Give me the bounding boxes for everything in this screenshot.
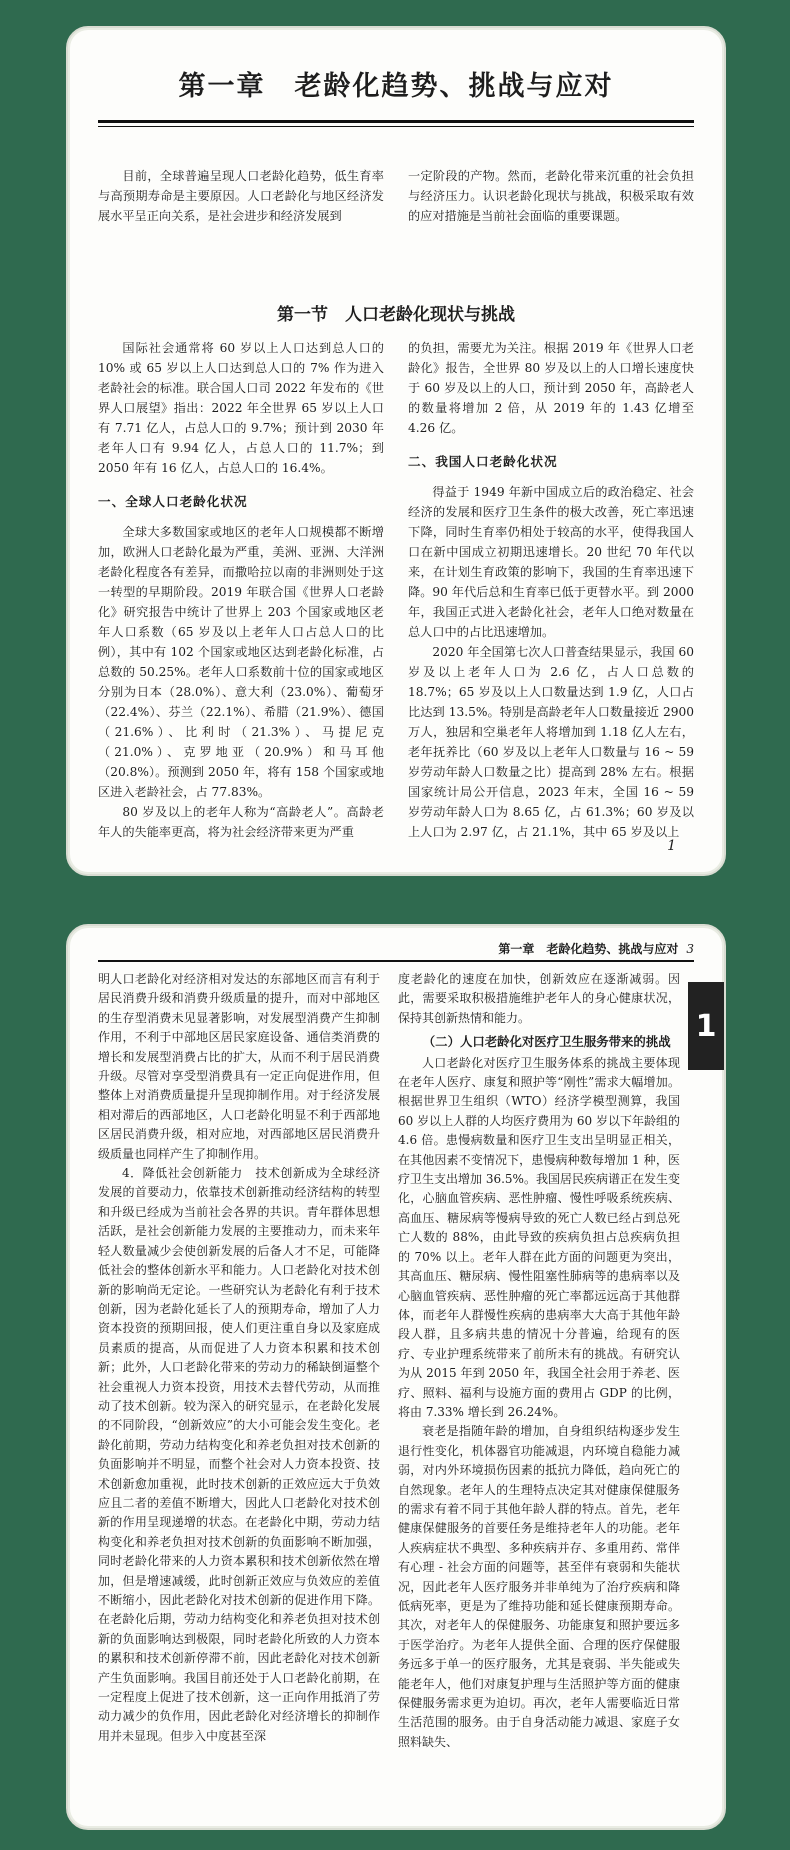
subheading: 二、我国人口老龄化状况	[408, 454, 558, 469]
right-column	[408, 338, 694, 842]
paragraph: 国际社会通常将 60 岁以上人口达到总人口的 10% 或 65 岁以上人口达到总人口的 7% 作为进入老龄社会的标准。联合国人口司 2022 年发布的《世界人口展望》指出：2022 年全世界 65 岁以上人口有 7.71 亿人，占总人口的 9.7%；预计到 2030 年老年人口有 9.94 亿人，占总人口的 11.7%；到 2050 年有 16 亿人，占总人口的 16.4%。	[98, 341, 384, 475]
chapter-rule	[98, 120, 694, 123]
intro-paragraph-right: 一定阶段的产物。然而，老龄化带来沉重的社会负担与经济压力。认识老龄化现状与挑战，积极采取有效的应对措施是当前社会面临的重要课题。	[408, 169, 694, 223]
chapter-rule-thin	[98, 126, 694, 127]
left-column	[98, 338, 384, 842]
right-column	[398, 970, 680, 1752]
running-head	[98, 940, 694, 958]
paragraph: 明人口老龄化对经济相对发达的东部地区而言有利于居民消费升级和消费升级质量的提升，而对中部地区的生存型消费未见显著影响，对发展型消费产生抑制作用，不利于中部地区居民家庭设备、通信类消费的增长和发展型消费占比的扩大，从而不利于居民消费升级。尽管对享受型消费具有一定正向促进作用，但整体上对消费质量提升呈现抑制作用。对于经济发展相对滞后的西部地区，人口老龄化明显不利于西部地区居民消费升级，相对应地，对西部地区居民消费升级质量也同样产生了抑制作用。	[98, 972, 380, 1161]
chapter-title: 第一章 老龄化趋势、挑战与应对	[178, 71, 614, 102]
running-head-title: 第一章 老龄化趋势、挑战与应对	[498, 942, 679, 956]
page-number: 1	[667, 838, 676, 854]
paragraph: 衰老是指随年龄的增加，自身组织结构逐步发生退行性变化，机体器官功能减退，内环境自稳能力减弱，对内外环境损伤因素的抵抗力降低，趋向死亡的自然现象。老年人的生理特点决定其对健康保健服务的需求有着不同于其他年龄人群的特点。首先，老年健康保健服务的首要任务是维持老年人的功能。老年人疾病症状不典型、多种疾病并存、多重用药、常伴有心理 - 社会方面的问题等，甚至伴有衰弱和失能状况，因此老年人医疗服务并非单纯为了治疗疾病和降低病死率，更是为了维持功能和延长健康预期寿命。其次，对老年人的保健服务、功能康复和照护要远多于医学治疗。为老年人提供全面、合理的医疗保健服务远多于单一的医疗服务，尤其是衰弱、半失能或失能老年人，他们对康复护理与生活照护等方面的健康保健服务需求更为迫切。再次，老年人需要临近日常生活范围的服务。由于自身活动能力减退、家庭子女照料缺失、	[398, 1424, 680, 1749]
chapter-thumb-tab: 1	[688, 982, 724, 1070]
paragraph: 度老龄化的速度在加快，创新效应在逐渐减弱。因此，需要采取积极措施维护老年人的身心健康状况，保持其创新热情和能力。	[398, 972, 680, 1025]
left-column	[98, 970, 380, 1752]
paragraph: 2020 年全国第七次人口普查结果显示，我国 60 岁及以上老年人口为 2.6 亿，占人口总数的 18.7%；65 岁及以上人口数量达到 1.9 亿，人口占比达到 13.5%。特别是高龄老年人口数量接近 2900 万人，独居和空巢老年人将增加到 1.18 亿人左右，老年抚养比（60 岁及以上老年人口数量与 16 ~ 59 岁劳动年龄人口数量之比）提高到 28% 左右。根据国家统计局公开信息，2023 年末，全国 16 ~ 59 岁劳动年龄人口为 8.65 亿，占 61.3%；60 岁及以上人口为 2.97 亿，占 21.1%，其中 65 岁及以上	[408, 645, 694, 839]
paragraph: 80 岁及以上的老年人称为“高龄老人”。高龄老年人的失能率更高，将为社会经济带来更为严重	[98, 805, 384, 839]
page-card-2	[66, 924, 726, 1830]
paragraph: 人口老龄化对医疗卫生服务体系的挑战主要体现在老年人医疗、康复和照护等“刚性”需求大幅增加。根据世界卫生组织（WTO）经济学模型测算，我国 60 岁以上人群的人均医疗费用为 60 岁以下年龄组的 4.6 倍。患慢病数量和医疗卫生支出呈明显正相关，在其他因素不变情况下，患慢病种数每增加 1 种，医疗卫生支出增加 36.5%。我国居民疾病谱正在发生变化，心脑血管疾病、恶性肿瘤、慢性呼吸系统疾病、高血压、糖尿病等慢病导致的死亡人数已经占到总死亡人数的 88%，由此导致的疾病负担占总疾病负担的 70% 以上。老年人群在此方面的问题更为突出，其高血压、糖尿病、慢性阻塞性肺病等的患病率以及心脑血管疾病、恶性肿瘤的死亡率都远远高于其他群体，而老年人群慢性疾病的患病率大大高于其他年龄段人群，且多病共患的情况十分普遍，给现有的医疗、专业护理系统带来了前所未有的挑战。有研究认为从 2015 年到 2050 年，我国全社会用于养老、医疗、照料、福利与设施方面的费用占 GDP 的比例，将由 7.33% 增长到 26.24%。	[398, 1055, 680, 1419]
subheading: 一、全球人口老龄化状况	[98, 494, 248, 509]
section-title: 第一节 人口老龄化现状与挑战	[277, 305, 515, 325]
paragraph: 的负担，需要尤为关注。根据 2019 年《世界人口老龄化》报告，全世界 80 岁及以上的人口增长速度快于 60 岁及以上的人口，预计到 2050 年，高龄老人的数量将增加 2 倍，从 2019 年的 1.43 亿增至 4.26 亿。	[408, 341, 694, 435]
page-number: 3	[686, 942, 694, 956]
subheading: （二）人口老龄化对医疗卫生服务带来的挑战	[422, 1034, 671, 1050]
body-columns	[98, 970, 680, 1752]
intro-paragraph-left: 目前，全球普遍呈现人口老龄化趋势，低生育率与高预期寿命是主要原因。人口老龄化与地区经济发展水平呈正向关系，是社会进步和经济发展到	[98, 169, 384, 223]
paragraph: 4．降低社会创新能力 技术创新成为全球经济发展的首要动力，依靠技术创新推动经济结构的转型和升级已经成为当前社会各界的共识。青年群体思想活跃，是社会创新能力发展的主要推动力，而未来年轻人数量减少会使创新发展的后备人才不足，可能降低社会的整体创新水平和能力。人口老龄化对技术创新的影响尚无定论。一些研究认为老龄化有利于技术创新，因为老龄化延长了人的预期寿命，增加了人力资本投资的预期回报，使人们更注重自身以及家庭成员素质的提高，从而促进了人力资本积累和技术创新；此外，人口老龄化带来的劳动力的稀缺倒逼整个社会重视人力资本投资，用技术去替代劳动，从而推动了技术创新。较为深入的研究显示，在老龄化发展的不同阶段，“创新效应”的大小可能会发生变化。老龄化前期，劳动力结构变化和养老负担对技术创新的负面影响并不明显，而整个社会对人力资本投资、技术创新愈加重视，此时技术创新的正效应远大于负效应且二者的差值不断增大，因此人口老龄化对技术创新的作用呈现递增的状态。在老龄化中期，劳动力结构变化和养老负担对技术创新的负面影响不断加强，同时老龄化带来的人力资本累积和技术创新依然在增加，但是增速减缓，此时创新正效应与负效应的差值不断缩小，因此老龄化对技术创新的促进作用下降。在老龄化后期，劳动力结构变化和养老负担对技术创新的负面影响达到极限，同时老龄化所致的人力资本的累积和技术创新停滞不前，因此老龄化对技术创新产生负面影响。我国目前还处于人口老龄化前期，在一定程度上促进了技术创新，这一正向作用抵消了劳动力减少的负作用，因此老龄化对经济增长的抑制作用并未显现。但步入中度甚至深	[98, 1166, 380, 1743]
body-columns	[98, 338, 694, 842]
paragraph: 全球大多数国家或地区的老年人口规模都不断增加，欧洲人口老龄化最为严重，美洲、亚洲、大洋洲老龄化程度各有差异，而撒哈拉以南的非洲则处于这一转型的早期阶段。2019 年联合国《世界人口老龄化》研究报告中统计了世界上 203 个国家或地区老年人口系数（65 岁及以上老年人口占总人口的比例），其中有 102 个国家或地区达到老龄化标准，占总数的 50.25%。老年人口系数前十位的国家或地区分别为日本（28.0%）、意大利（23.0%）、葡萄牙（22.4%）、芬兰（22.1%）、希腊（21.9%）、德国（21.6%）、比利时（21.3%）、马提尼克（21.0%）、克罗地亚（20.9%）和马耳他（20.8%）。预测到 2050 年，将有 158 个国家或地区进入老龄社会，占 77.83%。	[98, 525, 384, 799]
paragraph: 得益于 1949 年新中国成立后的政治稳定、社会经济的发展和医疗卫生条件的极大改善，死亡率迅速下降，同时生育率仍相处于较高的水平，使得我国人口在新中国成立初期迅速增长。20 世纪 70 年代以来，在计划生育政策的影响下，我国的生育率迅速下降。90 年代后总和生育率已低于更替水平。到 2000 年，我国正式进入老龄化社会，老年人口绝对数量在总人口中的占比迅速增加。	[408, 485, 694, 639]
intro-columns	[98, 166, 694, 226]
page-card-1	[66, 26, 726, 876]
header-rule	[98, 960, 694, 962]
